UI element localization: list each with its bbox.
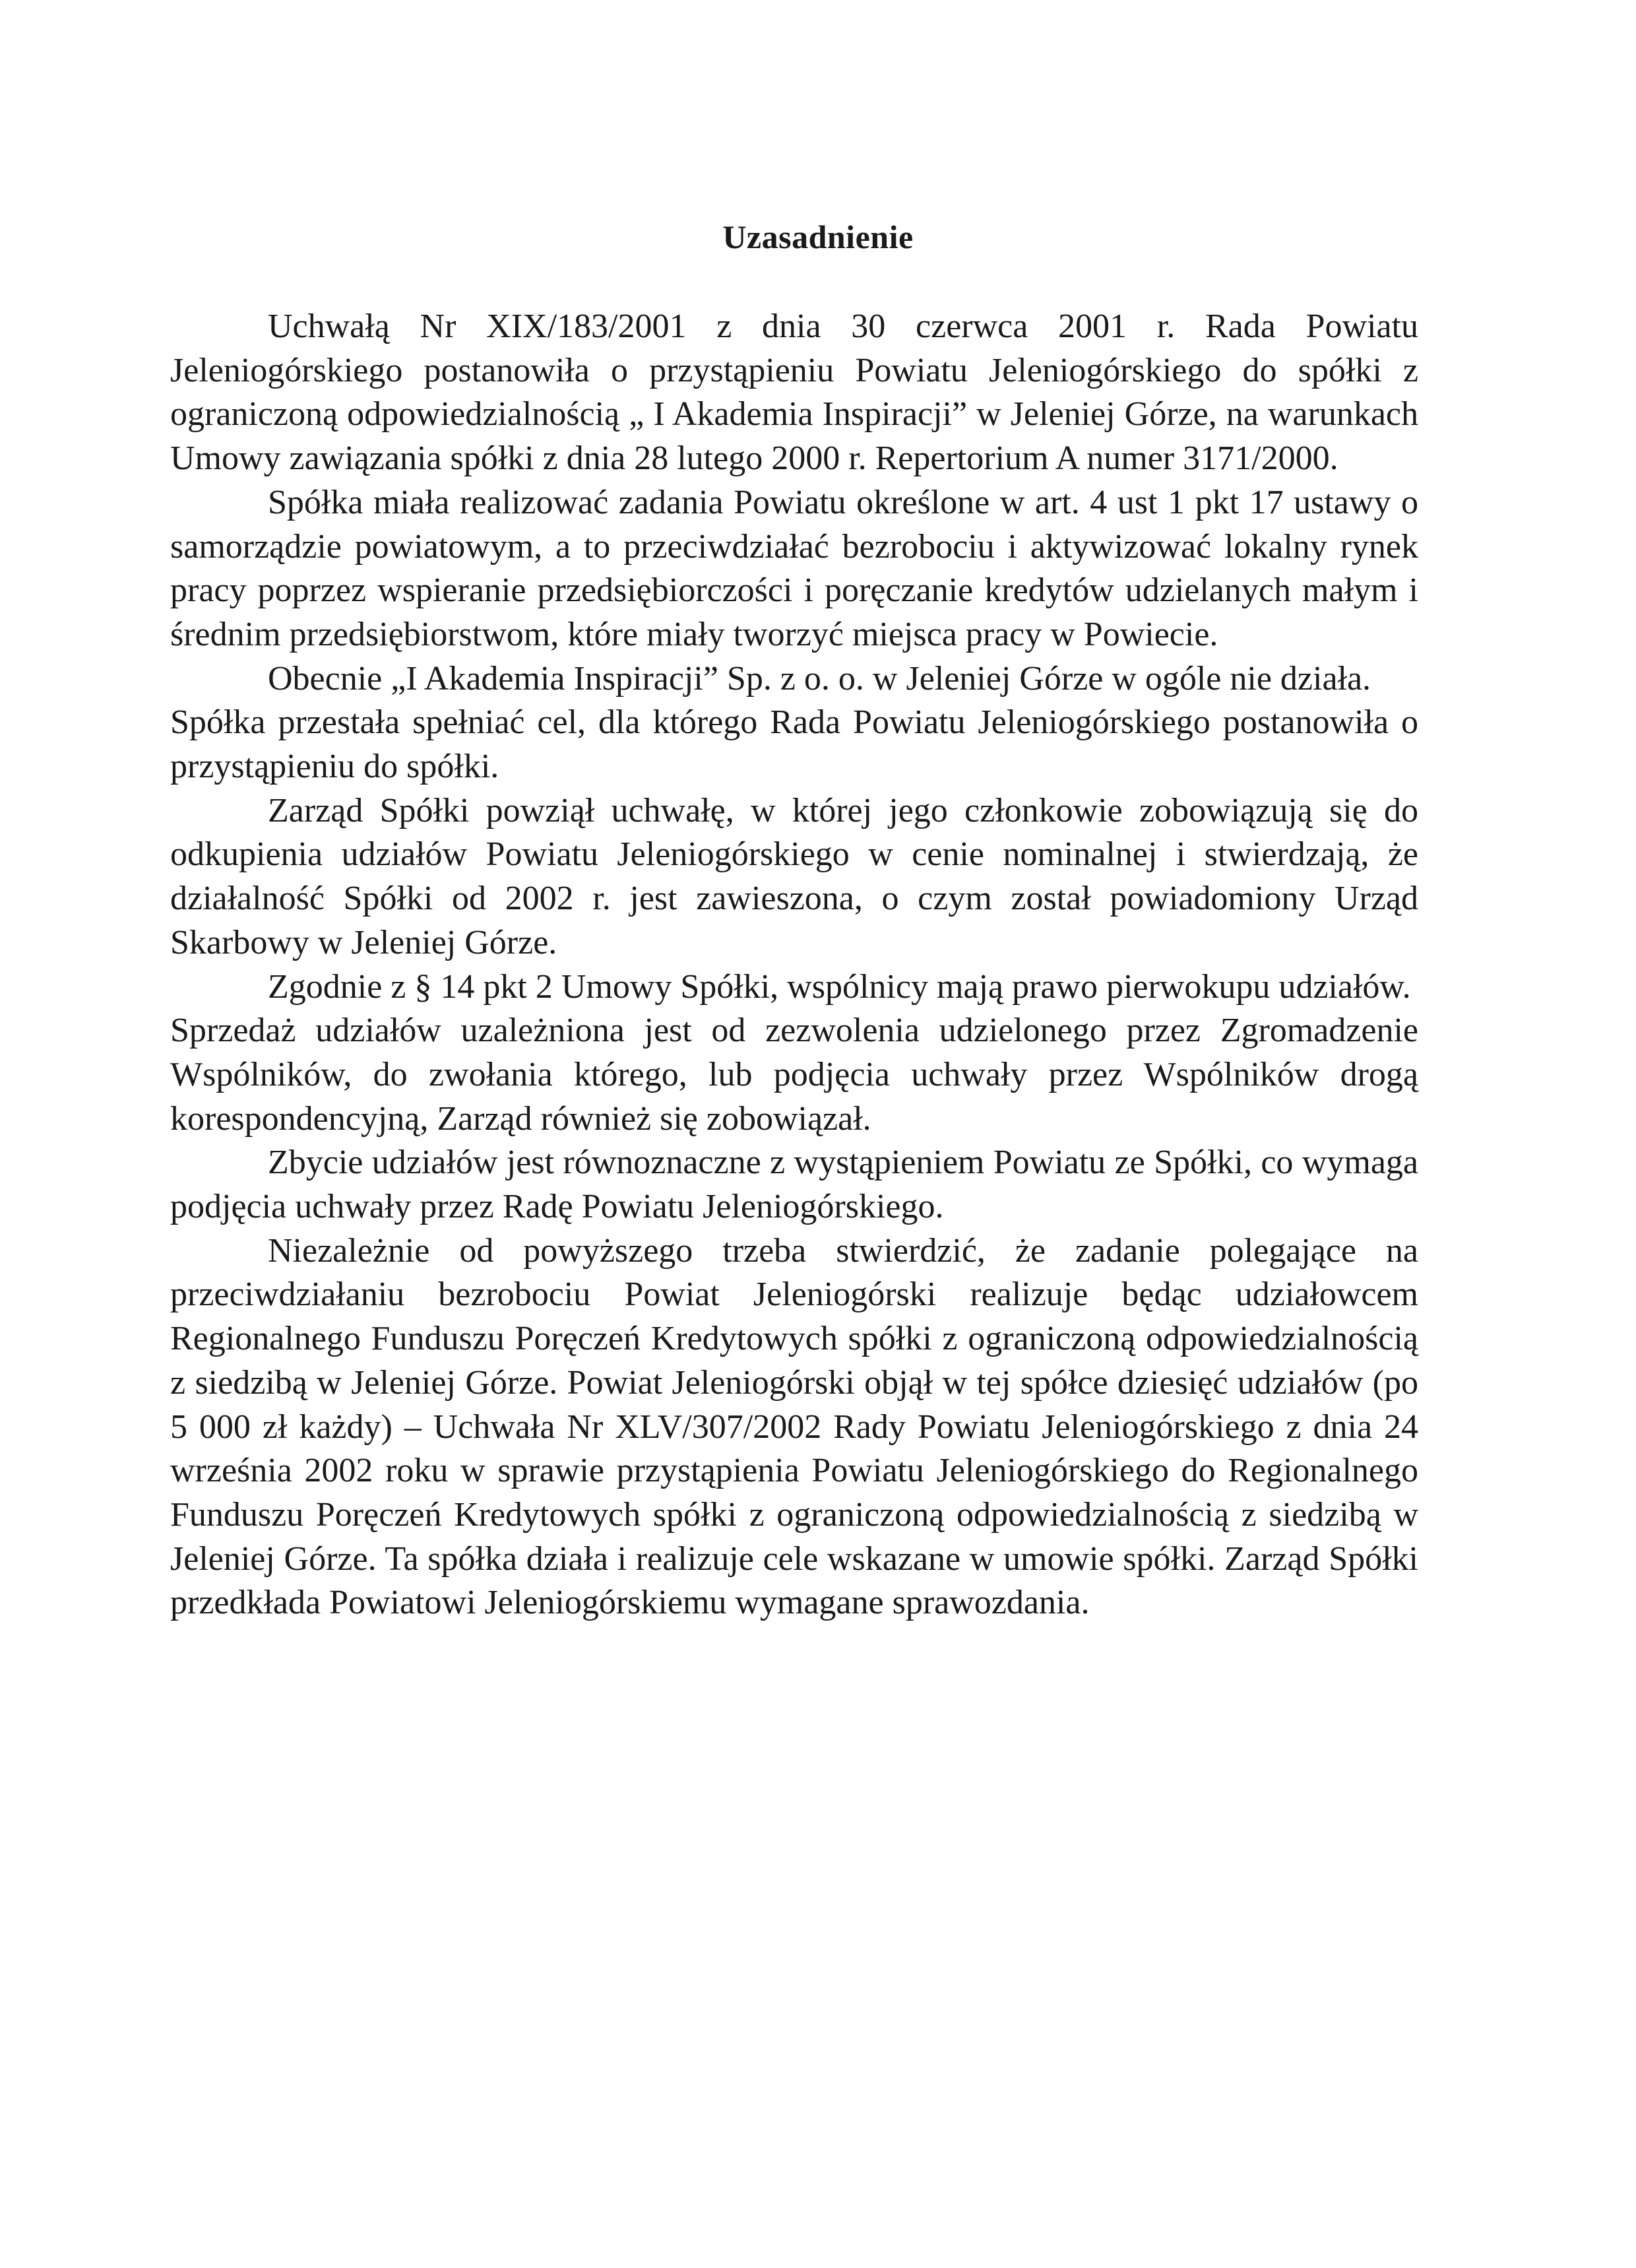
paragraph-board-resolution: Zarząd Spółki powziął uchwałę, w której jego członkowie zobowiązują się do odkupienia udziałów Powiatu Jeleniogórskiego w cenie nominalnej i stwierdzają, że działalność Spółki od 2002 r. jest zawieszona, o czym został powiadomiony Urząd Skarbowy w Jeleniej Górze. <box>170 791 1418 961</box>
paragraph-regional-fund: Niezależnie od powyższego trzeba stwierdzić, że zadanie polegające na przeciwdziałaniu bezrobociu Powiat Jeleniogórski realizuje będąc udziałowcem Regionalnego Funduszu Poręczeń Kredytowych spółki z ograniczoną odpowiedzialnością z siedzibą w Jeleniej Górze. Powiat Jeleniogórski objął w tej spółce dziesięć udziałów (po 5 000 zł każdy) – Uchwała Nr XLV/307/2002 Rady Powiatu Jeleniogórskiego z dnia 24 września 2002 roku w sprawie przystąpienia Powiatu Jeleniogórskiego do Regionalnego Funduszu Poręczeń Kredytowych spółki z ograniczoną odpowiedzialnością z siedzibą w Jeleniej Górze. Ta spółka działa i realizuje cele wskazane w umowie spółki. Zarząd Spółki przedkłada Powiatowi Jeleniogórskiemu wymagane sprawozdania. <box>170 1231 1418 1622</box>
paragraph-resolution-reference: Uchwałą Nr XIX/183/2001 z dnia 30 czerwca 2001 r. Rada Powiatu Jeleniogórskiego postanowiła o przystąpieniu Powiatu Jeleniogórskiego do spółki z ograniczoną odpowiedzialnością „ I Akademia Inspiracji” w Jeleniej Górze, na warunkach Umowy zawiązania spółki z dnia 28 lutego 2000 r. Repertorium A numer 3171/2000. <box>170 308 1418 478</box>
paragraph-preemption-right: Zgodnie z § 14 pkt 2 Umowy Spółki, wspólnicy mają prawo pierwokupu udziałów. <box>268 967 1411 1006</box>
paragraph-company-inactive: Obecnie „I Akademia Inspiracji” Sp. z o. o. w Jeleniej Górze w ogóle nie działa. <box>268 659 1371 697</box>
document-title: Uzasadnienie <box>722 218 914 255</box>
paragraph-withdrawal: Zbycie udziałów jest równoznaczne z wystąpieniem Powiatu ze Spółki, co wymaga podjęcia uchwały przez Radę Powiatu Jeleniogórskiego. <box>170 1144 1418 1226</box>
paragraph-sale-consent: Sprzedaż udziałów uzależniona jest od zezwolenia udzielonego przez Zgromadzenie Wspólników, do zwołania którego, lub podjęcia uchwały przez Wspólników drogą korespondencyjną, Zarząd również się zobowiązał. <box>170 1012 1418 1138</box>
paragraph-company-tasks: Spółka miała realizować zadania Powiatu określone w art. 4 ust 1 pkt 17 ustawy o samorządzie powiatowym, a to przeciwdziałać bezrobociu i aktywizować lokalny rynek pracy poprzez wspieranie przedsiębiorczości i poręczanie kredytów udzielanych małym i średnim przedsiębiorstwom, które miały tworzyć miejsca pracy w Powiecie. <box>170 483 1418 653</box>
document-body <box>170 305 1418 1625</box>
paragraph-purpose-failed: Spółka przestała spełniać cel, dla którego Rada Powiatu Jeleniogórskiego postanowiła o przystąpieniu do spółki. <box>170 703 1418 786</box>
